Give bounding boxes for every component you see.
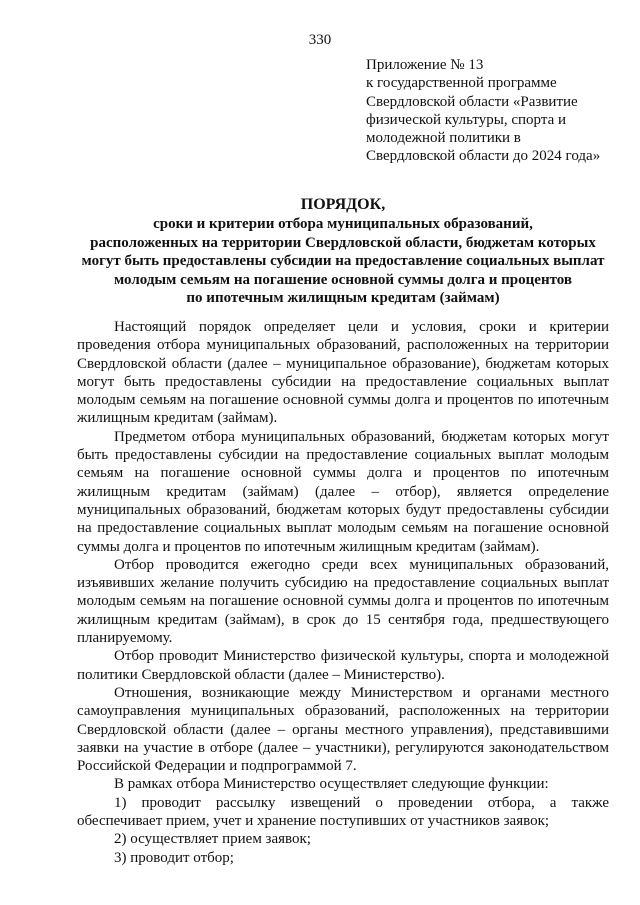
paragraph-line: семьям на погашение основной суммы долга и процентов по ипотечным	[77, 465, 609, 482]
list-item	[77, 794, 609, 831]
paragraph-line: Свердловской области (далее – муниципальное образование), бюджетам которых	[77, 355, 609, 372]
paragraph-line: проведения отбора муниципальных образований, расположенных на территории	[77, 337, 609, 354]
list-item	[77, 830, 609, 848]
paragraph	[77, 684, 609, 775]
paragraph-line: самоуправления муниципальных образований, расположенных на территории	[77, 703, 609, 720]
paragraph-line: заявки на участие в отборе (далее – участники), регулируются законодательством	[77, 739, 609, 756]
paragraph-line: Отбор проводит Министерство физической культуры, спорта и молодежной	[114, 648, 609, 665]
title-line: по ипотечным жилищным кредитам (займам)	[186, 290, 500, 307]
paragraph-line: Свердловской области (далее – органы местного управления), представившими	[77, 721, 609, 738]
paragraph-line: Настоящий порядок определяет цели и условия, сроки и критерии	[114, 319, 609, 335]
paragraph-line: Российской Федерации и подпрограммой 7.	[77, 758, 357, 775]
paragraph-line: молодым семьям на погашение основной суммы долга и процентов по ипотечным	[77, 392, 609, 409]
page-number: 330	[308, 32, 332, 48]
paragraph-line: изъявивших желание получить субсидию на предоставление социальных выплат	[77, 575, 609, 592]
title-line: сроки и критерии отбора муниципальных образований,	[153, 216, 533, 233]
paragraph-line: 2) осуществляет прием заявок;	[114, 831, 311, 848]
paragraph-line: жилищным кредитам (займам).	[77, 410, 278, 427]
paragraph-line: могут быть предоставлены субсидии на предоставление социальных выплат	[77, 373, 609, 390]
title-line: расположенных на территории Свердловской области, бюджетам которых	[90, 234, 596, 251]
paragraph	[77, 428, 609, 556]
paragraph-line: 1) проводит рассылку извещений о проведении отбора, а также	[114, 794, 609, 811]
list-item	[77, 849, 609, 867]
paragraph-line: политики Свердловской области (далее – Министерство).	[77, 666, 445, 683]
title-main: ПОРЯДОК,	[300, 196, 386, 213]
document-body	[77, 318, 609, 867]
paragraph-line: Отбор проводится ежегодно среди всех муниципальных образований,	[114, 556, 609, 573]
paragraph-line: жилищным кредитам (займам) (далее – отбор), является определение	[77, 483, 609, 500]
paragraph-line: В рамках отбора Министерство осуществляет следующие функции:	[114, 776, 549, 793]
annex-line: физической культуры, спорта и	[366, 111, 567, 128]
paragraph-line: муниципальных образований, бюджетам которых будут предоставлены субсидии	[77, 501, 609, 518]
paragraph	[77, 775, 609, 793]
paragraph-line: молодым семьям на погашение основной суммы долга и процентов по ипотечным	[77, 593, 609, 610]
paragraph-line: быть предоставлены субсидии на предоставление социальных выплат молодым	[77, 447, 609, 464]
paragraph-line: Предметом отбора муниципальных образований, бюджетам которых могут	[114, 428, 609, 445]
paragraph-line: суммы долга и процентов по ипотечным жилищным кредитам (займам).	[77, 538, 540, 555]
annex-line: Приложение № 13	[366, 57, 484, 73]
paragraph	[77, 318, 609, 428]
paragraph	[77, 647, 609, 684]
title-line: молодым семьям на погашение основной суммы долга и процентов	[114, 271, 572, 288]
title-line: могут быть предоставлены субсидии на предоставление социальных выплат	[81, 253, 605, 270]
annex-line: молодежной политики в	[366, 130, 521, 147]
annex-line: Свердловской области до 2024 года»	[366, 148, 601, 165]
paragraph-line: обеспечивает прием, учет и хранение поступивших от участников заявок;	[77, 813, 550, 830]
paragraph-line: жилищным кредитам (займам), в срок до 15 сентября года, предшествующего	[77, 611, 609, 628]
annex-line: к государственной программе	[366, 75, 557, 92]
paragraph-line: Отношения, возникающие между Министерством и органами местного	[114, 684, 609, 701]
paragraph-line: 3) проводит отбор;	[114, 849, 234, 866]
document-title	[70, 196, 616, 307]
paragraph-line: планируемому.	[77, 630, 173, 647]
annex-line: Свердловской области «Развитие	[366, 93, 578, 110]
annex-block	[366, 56, 628, 166]
paragraph	[77, 556, 609, 647]
paragraph-line: на предоставление социальных выплат молодым семьям на погашение основной	[77, 520, 609, 537]
